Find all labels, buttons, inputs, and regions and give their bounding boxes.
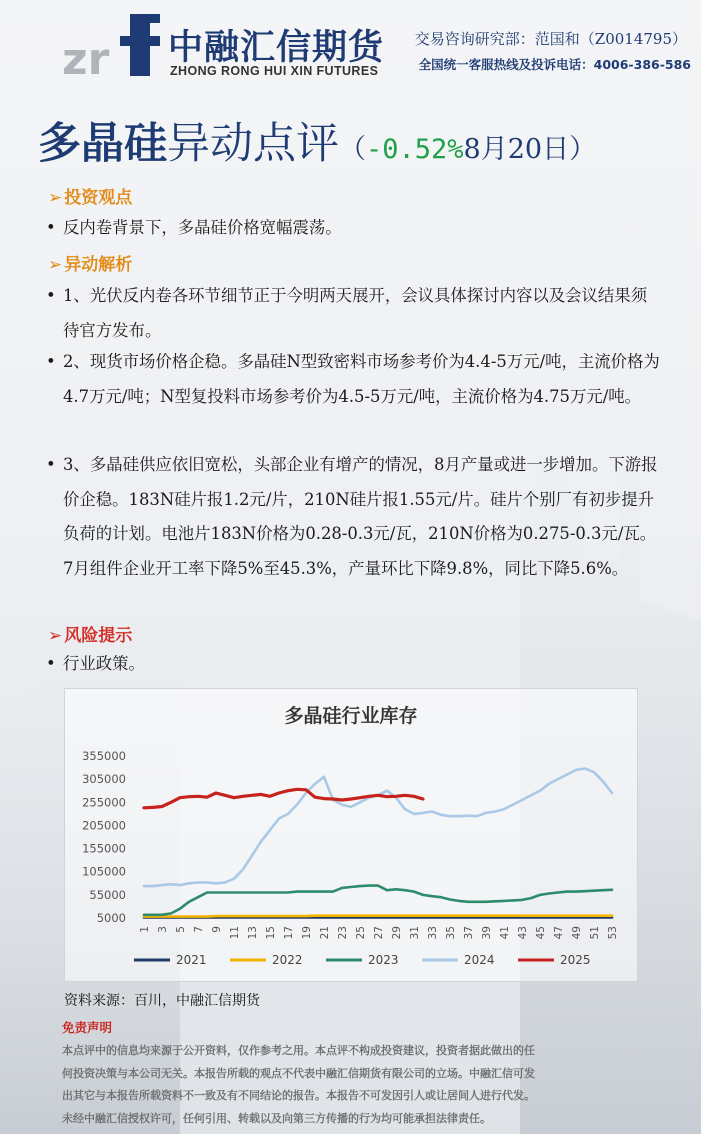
x-tick-label: 11 <box>229 926 241 940</box>
x-tick-label: 21 <box>319 926 331 940</box>
y-tick-label: 105000 <box>82 864 126 879</box>
disclaimer-title: 免责声明 <box>62 1020 113 1035</box>
inventory-chart <box>64 688 638 982</box>
x-tick-label: 41 <box>499 926 511 940</box>
y-tick-label: 155000 <box>82 841 126 856</box>
x-tick-label: 1 <box>139 926 151 933</box>
x-tick-label: 17 <box>283 926 295 940</box>
x-tick-label: 51 <box>589 926 601 940</box>
x-tick-label: 43 <box>517 926 529 940</box>
section-heading-risk: ➢ 风险提示 <box>48 626 133 646</box>
x-tick-label: 45 <box>535 926 547 940</box>
analyst-info: 交易咨询研究部：范国和（Z0014795） <box>414 30 687 48</box>
bullet-icon: • <box>46 455 56 474</box>
chart-frame <box>65 689 638 982</box>
title-topic: 异动点评 <box>167 119 339 169</box>
hotline-info: 全国统一客服热线及投诉电话：4006-386-586 <box>418 57 691 72</box>
legend-label-2023: 2023 <box>368 953 399 967</box>
list-item: • 反内卷背景下，多晶硅价格宽幅震荡。 <box>46 211 662 246</box>
y-tick-label: 205000 <box>82 818 126 833</box>
inventory-chart-svg <box>64 688 638 982</box>
x-tick-label: 47 <box>553 926 565 940</box>
y-tick-label: 305000 <box>82 772 126 787</box>
x-tick-label: 37 <box>463 926 475 940</box>
arrow-icon: ➢ <box>48 255 63 275</box>
disclaimer-body <box>62 1040 642 1130</box>
legend-label-2021: 2021 <box>176 953 207 967</box>
title-open-paren: （ <box>339 134 366 165</box>
x-tick-label: 19 <box>301 926 313 940</box>
arrow-icon: ➢ <box>48 188 63 208</box>
bullet-icon: • <box>46 218 56 237</box>
x-tick-label: 25 <box>355 926 367 940</box>
section-heading-analysis: ➢ 异动解析 <box>48 255 133 275</box>
section-heading-investment-view: ➢ 投资观点 <box>48 188 133 208</box>
x-tick-label: 23 <box>337 926 349 940</box>
x-tick-label: 3 <box>157 926 169 933</box>
report-header <box>0 0 701 98</box>
x-tick-label: 15 <box>265 926 277 940</box>
bullet-icon: • <box>46 352 56 371</box>
x-tick-label: 33 <box>427 926 439 940</box>
y-tick-label: 355000 <box>82 749 126 763</box>
svg-text:zr: zr <box>62 34 110 80</box>
company-name-cn: 中融汇信期货 <box>168 28 385 68</box>
y-tick-label: 5000 <box>96 911 126 925</box>
legend-label-2024: 2024 <box>464 953 495 967</box>
disclaimer-line: 何投资决策与本公司无关。本报告所载的观点不代表中融汇信期货有限公司的立场。中融汇信可发 <box>62 1066 535 1080</box>
arrow-icon: ➢ <box>48 626 63 646</box>
x-tick-label: 9 <box>211 926 223 933</box>
title-product: 多晶硅 <box>38 119 167 169</box>
title-date: 8月20日） <box>463 134 597 165</box>
disclaimer-line: 本点评中的信息均来源于公开资料，仅作参考之用。本点评不构成投资建议，投资者据此做出的任 <box>62 1044 535 1057</box>
series-line-2022 <box>144 916 612 917</box>
disclaimer-line: 出其它与本报告所载资料不一致及有不同结论的报告。本报告不可发因引人或让居间人进行代发。 <box>62 1089 535 1102</box>
legend-label-2022: 2022 <box>272 953 303 967</box>
title-change-pct: -0.52% <box>366 134 464 165</box>
legend-label-2025: 2025 <box>560 953 591 967</box>
company-name-en: ZHONG RONG HUI XIN FUTURES <box>170 64 379 78</box>
x-tick-label: 29 <box>391 926 403 940</box>
page-title <box>38 110 596 171</box>
chart-title: 多晶硅行业库存 <box>284 705 418 727</box>
x-tick-label: 27 <box>373 926 385 940</box>
list-item: • 行业政策。 <box>46 647 662 682</box>
y-tick-label: 255000 <box>82 795 126 810</box>
x-tick-label: 39 <box>481 926 493 940</box>
list-item: • 2、现货市场价格企稳。多晶硅N型致密料市场参考价为4.4-5万元/吨，主流价格为4.7万元/吨；N型复投料市场参考价为4.5-5万元/吨，主流价格为4.75万元/吨。 <box>46 345 662 414</box>
x-tick-label: 49 <box>571 926 583 940</box>
x-tick-label: 53 <box>607 926 619 940</box>
y-tick-label: 55000 <box>89 887 126 902</box>
list-item: • 3、多晶硅供应依旧宽松，头部企业有增产的情况，8月产量或进一步增加。下游报价企稳。183N硅片报1.2元/片，210N硅片报1.55元/片。硅片个别厂有初步提升负荷的计划。电池片183N价格为0.28-0.3元/瓦，210N价格为0.275-0.3元/瓦。7月组件企业开工率下降5%至45.3%，产量环比下降9.8%，同比下降5.6%。 <box>46 448 662 586</box>
x-tick-label: 7 <box>193 926 205 933</box>
company-logo-mark <box>62 12 162 80</box>
data-source: 资料来源：百川，中融汇信期货 <box>64 993 260 1009</box>
bullet-icon: • <box>46 286 56 305</box>
x-tick-label: 5 <box>175 926 187 933</box>
list-item: • 1、光伏反内卷各环节细节正于今明两天展开，会议具体探讨内容以及会议结果须待官方发布。 <box>46 279 662 348</box>
x-tick-label: 31 <box>409 926 421 940</box>
x-tick-label: 35 <box>445 926 457 940</box>
x-tick-label: 13 <box>247 926 259 940</box>
bullet-icon: • <box>46 654 56 673</box>
disclaimer-line: 未经中融汇信授权许可，任何引用、转载以及向第三方传播的行为均可能承担法律责任。 <box>62 1111 491 1125</box>
